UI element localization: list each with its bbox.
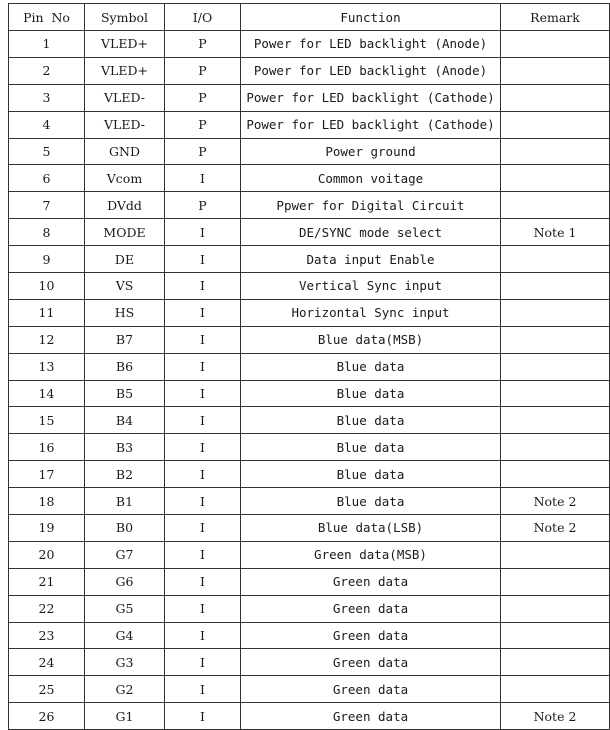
cell-symbol: G6 [85,568,165,595]
cell-remark [501,192,610,219]
cell-symbol: B4 [85,407,165,434]
table-row [9,299,610,326]
cell-function: Vertical Sync input [241,273,501,300]
cell-io: I [165,219,241,246]
cell-function: Data input Enable [241,246,501,273]
cell-io: I [165,595,241,622]
table-row [9,57,610,84]
cell-pin-no: 1 [9,31,85,58]
cell-remark [501,595,610,622]
cell-symbol: DE [85,246,165,273]
cell-function: Green data [241,595,501,622]
cell-remark [501,434,610,461]
cell-io: I [165,299,241,326]
cell-io: P [165,31,241,58]
cell-io: I [165,246,241,273]
cell-remark [501,326,610,353]
header-symbol: Symbol [85,4,165,31]
cell-remark [501,568,610,595]
cell-remark [501,407,610,434]
cell-pin-no: 21 [9,568,85,595]
cell-pin-no: 24 [9,649,85,676]
cell-function: Green data [241,676,501,703]
cell-io: I [165,326,241,353]
cell-pin-no: 13 [9,353,85,380]
cell-pin-no: 11 [9,299,85,326]
cell-symbol: Vcom [85,165,165,192]
cell-function: Green data [241,649,501,676]
cell-remark [501,649,610,676]
cell-io: P [165,192,241,219]
cell-remark [501,541,610,568]
header-pin-no: Pin No [9,4,85,31]
cell-pin-no: 25 [9,676,85,703]
cell-pin-no: 4 [9,111,85,138]
cell-remark [501,111,610,138]
table-row [9,434,610,461]
header-remark: Remark [501,4,610,31]
cell-function: Blue data [241,488,501,515]
cell-function: Blue data(LSB) [241,515,501,542]
cell-io: I [165,568,241,595]
cell-symbol: B3 [85,434,165,461]
cell-symbol: G4 [85,622,165,649]
cell-pin-no: 10 [9,273,85,300]
cell-remark [501,84,610,111]
table-row [9,31,610,58]
cell-symbol: B6 [85,353,165,380]
cell-pin-no: 17 [9,461,85,488]
cell-io: P [165,57,241,84]
cell-function: Green data [241,703,501,730]
table-header [9,4,610,31]
cell-symbol: G3 [85,649,165,676]
cell-remark: Note 2 [501,703,610,730]
cell-symbol: G5 [85,595,165,622]
table-row [9,246,610,273]
header-function: Function [241,4,501,31]
cell-symbol: G1 [85,703,165,730]
cell-function: Power ground [241,138,501,165]
cell-pin-no: 15 [9,407,85,434]
table-row [9,488,610,515]
cell-io: I [165,676,241,703]
table-row [9,515,610,542]
table-row [9,649,610,676]
cell-io: I [165,541,241,568]
cell-function: Blue data [241,461,501,488]
cell-io: I [165,622,241,649]
cell-remark [501,676,610,703]
cell-remark [501,138,610,165]
pin-definition-table [8,3,610,730]
cell-pin-no: 16 [9,434,85,461]
cell-pin-no: 5 [9,138,85,165]
cell-pin-no: 26 [9,703,85,730]
cell-io: I [165,649,241,676]
cell-function: Power for LED backlight (Cathode) [241,84,501,111]
cell-symbol: B5 [85,380,165,407]
cell-remark [501,353,610,380]
cell-pin-no: 22 [9,595,85,622]
cell-remark [501,622,610,649]
cell-symbol: MODE [85,219,165,246]
cell-remark [501,380,610,407]
cell-pin-no: 19 [9,515,85,542]
cell-function: Green data(MSB) [241,541,501,568]
cell-symbol: G2 [85,676,165,703]
cell-io: I [165,703,241,730]
cell-symbol: VLED- [85,111,165,138]
cell-symbol: B7 [85,326,165,353]
cell-pin-no: 2 [9,57,85,84]
cell-remark [501,165,610,192]
cell-function: Blue data [241,380,501,407]
header-io: I/O [165,4,241,31]
cell-function: Horizontal Sync input [241,299,501,326]
cell-remark: Note 1 [501,219,610,246]
cell-pin-no: 9 [9,246,85,273]
table-row [9,326,610,353]
cell-pin-no: 3 [9,84,85,111]
table-row [9,273,610,300]
cell-symbol: VS [85,273,165,300]
table-row [9,676,610,703]
cell-function: Blue data [241,353,501,380]
header-row [9,4,610,31]
cell-function: Blue data [241,407,501,434]
cell-function: Ppwer for Digital Circuit [241,192,501,219]
cell-io: I [165,165,241,192]
cell-io: I [165,461,241,488]
cell-function: Power for LED backlight (Anode) [241,31,501,58]
cell-pin-no: 14 [9,380,85,407]
cell-io: P [165,111,241,138]
table-row [9,219,610,246]
cell-function: Green data [241,568,501,595]
cell-function: Power for LED backlight (Anode) [241,57,501,84]
cell-pin-no: 20 [9,541,85,568]
cell-io: I [165,353,241,380]
cell-symbol: VLED+ [85,31,165,58]
cell-symbol: VLED+ [85,57,165,84]
cell-io: P [165,138,241,165]
cell-io: I [165,273,241,300]
cell-function: Power for LED backlight (Cathode) [241,111,501,138]
cell-remark [501,246,610,273]
cell-io: I [165,407,241,434]
cell-remark [501,31,610,58]
table-row [9,111,610,138]
cell-pin-no: 23 [9,622,85,649]
table-row [9,407,610,434]
cell-symbol: G7 [85,541,165,568]
table-row [9,622,610,649]
cell-remark: Note 2 [501,515,610,542]
cell-io: I [165,515,241,542]
cell-function: Green data [241,622,501,649]
cell-function: Common voitage [241,165,501,192]
cell-io: I [165,380,241,407]
table-row [9,541,610,568]
cell-symbol: B0 [85,515,165,542]
cell-remark [501,461,610,488]
cell-pin-no: 18 [9,488,85,515]
cell-symbol: HS [85,299,165,326]
table-row [9,595,610,622]
cell-function: Blue data [241,434,501,461]
cell-function: DE/SYNC mode select [241,219,501,246]
table-row [9,192,610,219]
cell-remark [501,299,610,326]
cell-symbol: DVdd [85,192,165,219]
table-row [9,703,610,730]
cell-symbol: B1 [85,488,165,515]
cell-remark [501,273,610,300]
cell-remark [501,57,610,84]
cell-remark: Note 2 [501,488,610,515]
table-row [9,461,610,488]
cell-function: Blue data(MSB) [241,326,501,353]
table-row [9,138,610,165]
table-row [9,380,610,407]
table-row [9,568,610,595]
cell-io: P [165,84,241,111]
table-body [9,31,610,730]
cell-pin-no: 7 [9,192,85,219]
cell-pin-no: 12 [9,326,85,353]
cell-symbol: VLED- [85,84,165,111]
cell-io: I [165,434,241,461]
cell-io: I [165,488,241,515]
table-row [9,165,610,192]
cell-pin-no: 8 [9,219,85,246]
cell-symbol: GND [85,138,165,165]
cell-symbol: B2 [85,461,165,488]
cell-pin-no: 6 [9,165,85,192]
table-row [9,353,610,380]
table-row [9,84,610,111]
